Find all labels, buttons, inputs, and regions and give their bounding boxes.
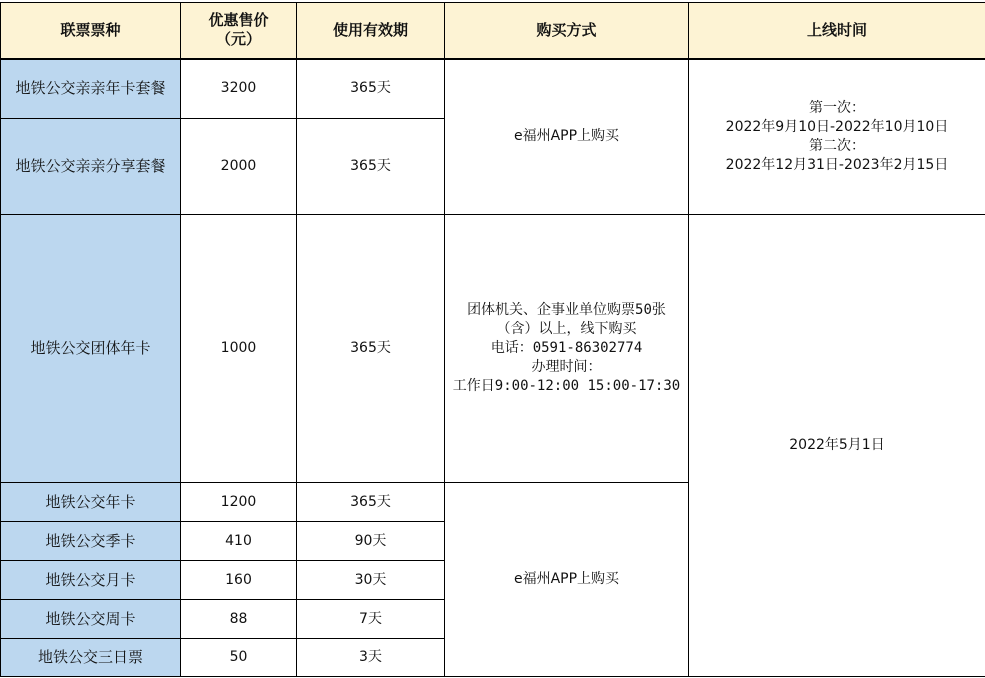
purchase-group-line: 团体机关、企事业单位购票50张 — [467, 302, 666, 318]
ticket-price: 88 — [181, 600, 297, 639]
ticket-name: 地铁公交月卡 — [1, 561, 181, 600]
purchase-method-group — [445, 215, 689, 483]
header-purchase-method: 购买方式 — [445, 3, 689, 59]
online-date-line: 2022年12月31日-2023年2月15日 — [725, 156, 949, 173]
online-date-line: 第一次： — [809, 99, 865, 116]
header-price-line1: 优惠售价 — [208, 11, 269, 30]
ticket-name: 地铁公交周卡 — [1, 600, 181, 639]
ticket-name: 地铁公交亲亲年卡套餐 — [1, 59, 181, 119]
ticket-price: 1000 — [181, 215, 297, 483]
ticket-price: 50 — [181, 639, 297, 677]
online-date-family — [689, 59, 985, 215]
ticket-validity: 90天 — [297, 522, 445, 561]
online-date-line: 2022年9月10日-2022年10月10日 — [725, 118, 949, 135]
ticket-price: 2000 — [181, 119, 297, 215]
ticket-name: 地铁公交季卡 — [1, 522, 181, 561]
ticket-price: 3200 — [181, 59, 297, 119]
ticket-price: 1200 — [181, 483, 297, 522]
header-online-date: 上线时间 — [689, 3, 985, 59]
ticket-validity: 30天 — [297, 561, 445, 600]
table-row — [1, 215, 985, 483]
ticket-price: 160 — [181, 561, 297, 600]
purchase-method-family: e福州APP上购买 — [445, 59, 689, 215]
header-ticket-type: 联票票种 — [1, 3, 181, 59]
ticket-name: 地铁公交团体年卡 — [1, 215, 181, 483]
ticket-name: 地铁公交亲亲分享套餐 — [1, 119, 181, 215]
online-date-regular: 2022年5月1日 — [689, 215, 985, 677]
header-validity: 使用有效期 — [297, 3, 445, 59]
purchase-method-regular: e福州APP上购买 — [445, 483, 689, 677]
header-price — [181, 3, 297, 59]
purchase-group-line: 办理时间： — [531, 359, 602, 375]
purchase-group-line: 工作日9:00-12:00 15:00-17:30 — [452, 378, 681, 394]
ticket-validity: 365天 — [297, 59, 445, 119]
header-price-line2: （元） — [215, 30, 261, 49]
purchase-group-line: （含）以上，线下购买 — [496, 321, 637, 337]
ticket-price: 410 — [181, 522, 297, 561]
purchase-group-line: 电话：0591-86302774 — [490, 340, 643, 356]
header-row — [1, 3, 985, 59]
fare-table — [0, 2, 985, 677]
ticket-validity: 7天 — [297, 600, 445, 639]
ticket-validity: 365天 — [297, 215, 445, 483]
ticket-name: 地铁公交三日票 — [1, 639, 181, 677]
ticket-name: 地铁公交年卡 — [1, 483, 181, 522]
ticket-validity: 365天 — [297, 483, 445, 522]
table-row — [1, 59, 985, 119]
ticket-validity: 365天 — [297, 119, 445, 215]
online-date-line: 第二次： — [809, 137, 865, 154]
ticket-validity: 3天 — [297, 639, 445, 677]
